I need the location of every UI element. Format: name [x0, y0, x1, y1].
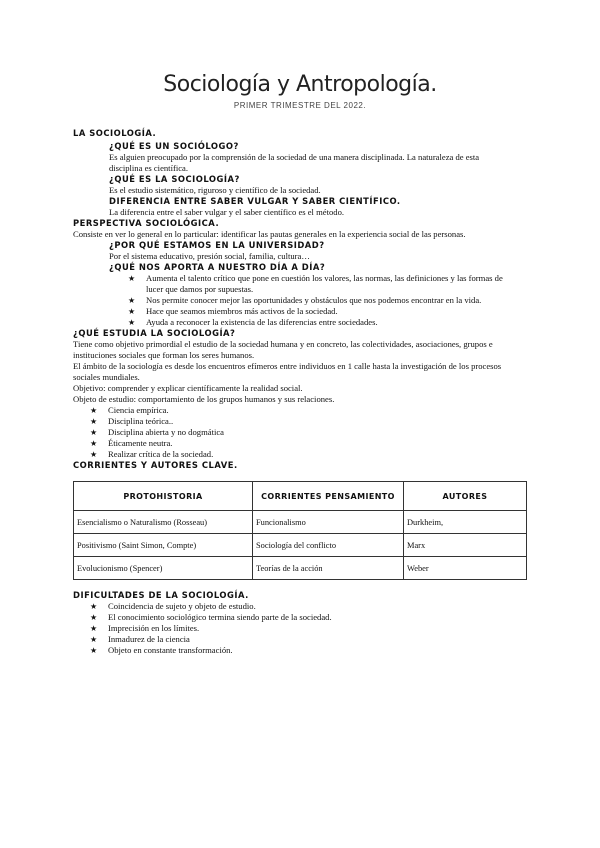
list-item: ★ Ciencia empírica.	[90, 405, 169, 415]
section-heading-sociologia: LA SOCIOLOGÍA.	[73, 128, 157, 138]
question-diferencia-saberes: DIFERENCIA ENTRE SABER VULGAR Y SABER CIENTÍFICO.	[109, 196, 401, 206]
list-item: ★ Ayuda a reconocer la existencia de las diferencias entre sociedades.	[128, 317, 378, 327]
star-icon: ★	[90, 624, 98, 633]
list-item: ★ El conocimiento sociológico termina siendo parte de la sociedad.	[90, 612, 332, 622]
star-icon: ★	[128, 296, 136, 305]
table-cell: Esencialismo o Naturalismo (Rosseau)	[74, 511, 253, 534]
star-icon: ★	[90, 406, 98, 415]
star-icon: ★	[90, 613, 98, 622]
list-item: ★ Nos permite conocer mejor las oportunidades y obstáculos que nos podemos encontrar en la vida.	[128, 295, 482, 305]
list-item: ★ Hace que seamos miembros más activos de la sociedad.	[128, 306, 338, 316]
answer-line: Es el estudio sistemático, riguroso y científico de la sociedad.	[109, 185, 321, 195]
answer-line: La diferencia entre el saber vulgar y el saber científico es el método.	[109, 207, 345, 217]
answer-line: disciplina es científica.	[109, 163, 188, 173]
table-cell: Teorías de la acción	[253, 557, 404, 580]
list-item: ★ Objeto en constante transformación.	[90, 645, 233, 655]
paragraph: Consiste en ver lo general en lo particular: identificar las pautas generales en la experiencia social de las personas.	[73, 229, 466, 239]
question-que-es-sociologo: ¿QUÉ ES UN SOCIÓLOGO?	[109, 141, 239, 151]
document-subtitle: PRIMER TRIMESTRE DEL 2022.	[233, 101, 367, 110]
table-header-row	[74, 482, 527, 511]
list-item: ★ Imprecisión en los límites.	[90, 623, 200, 633]
star-icon: ★	[128, 318, 136, 327]
document-body	[73, 128, 533, 656]
section-heading-que-estudia: ¿QUÉ ESTUDIA LA SOCIOLOGÍA?	[73, 328, 236, 338]
list-item: ★ Coincidencia de sujeto y objeto de estudio.	[90, 601, 256, 611]
table-cell: Evolucionismo (Spencer)	[74, 557, 253, 580]
question-dia-a-dia: ¿QUÉ NOS APORTA A NUESTRO DÍA A DÍA?	[109, 262, 326, 272]
authors-table	[73, 481, 527, 580]
answer-line: Por el sistema educativo, presión social, familia, cultura…	[109, 251, 310, 261]
question-universidad: ¿POR QUÉ ESTAMOS EN LA UNIVERSIDAD?	[109, 240, 325, 250]
table-header-cell: PROTOHISTORIA	[74, 482, 253, 511]
star-icon: ★	[90, 602, 98, 611]
paragraph-objetivo: Objetivo: comprender y explicar científicamente la realidad social.	[73, 383, 303, 393]
table-header-cell: AUTORES	[404, 482, 527, 511]
star-icon: ★	[90, 428, 98, 437]
list-item: ★ Aumenta el talento crítico que pone en cuestión los valores, las normas, las definiciones y las formas de lucer que damos por supuestas.	[128, 273, 503, 294]
star-icon: ★	[128, 307, 136, 316]
star-icon: ★	[90, 635, 98, 644]
table-cell: Positivismo (Saint Simon, Compte)	[74, 534, 253, 557]
paragraph-line: Tiene como objetivo primordial el estudio de la sociedad humana y en concreto, las colectividades, asociaciones, grupos e	[73, 339, 493, 349]
list-item: ★ Disciplina teórica..	[90, 416, 174, 426]
star-icon: ★	[90, 439, 98, 448]
answer-line: Es alguien preocupado por la comprensión de la sociedad de una manera disciplinada. La naturaleza de esta	[109, 152, 480, 162]
table-header-cell: CORRIENTES PENSAMIENTO	[253, 482, 404, 511]
list-item: ★ Realizar crítica de la sociedad.	[90, 449, 214, 459]
table-row	[74, 534, 527, 557]
star-icon: ★	[90, 646, 98, 655]
star-icon: ★	[90, 450, 98, 459]
table-cell: Weber	[404, 557, 527, 580]
table-row	[74, 557, 527, 580]
paragraph-line: El ámbito de la sociología es desde los encuentros efímeros entre individuos en 1 calle hasta la investigación de los procesos	[73, 361, 502, 371]
paragraph-line: instituciones sociales que forman los seres humanos.	[73, 350, 255, 360]
paragraph-objeto: Objeto de estudio: comportamiento de los grupos humanos y sus relaciones.	[73, 394, 335, 404]
question-que-es-sociologia: ¿QUÉ ES LA SOCIOLOGÍA?	[109, 174, 240, 184]
section-heading-dificultades: DIFICULTADES DE LA SOCIOLOGÍA.	[73, 590, 249, 600]
table-row	[74, 511, 527, 534]
star-icon: ★	[128, 274, 136, 283]
bullet-list-aportes	[128, 273, 533, 328]
table-cell: Durkheim,	[404, 511, 527, 534]
section-heading-perspectiva: PERSPECTIVA SOCIOLÓGICA.	[73, 218, 220, 228]
list-item: ★ Éticamente neutra.	[90, 438, 173, 448]
paragraph-line: sociales mundiales.	[73, 372, 140, 382]
star-icon: ★	[90, 417, 98, 426]
list-item: ★ Inmadurez de la ciencia	[90, 634, 190, 644]
document-title: Sociología y Antropología.	[163, 72, 437, 97]
bullet-list-dificultades	[90, 601, 533, 656]
table-cell: Marx	[404, 534, 527, 557]
section-heading-corrientes: CORRIENTES Y AUTORES CLAVE.	[73, 460, 238, 470]
table-cell: Funcionalismo	[253, 511, 404, 534]
list-item: ★ Disciplina abierta y no dogmática	[90, 427, 224, 437]
table-cell: Sociología del conflicto	[253, 534, 404, 557]
bullet-list-caracteristicas	[90, 405, 533, 460]
